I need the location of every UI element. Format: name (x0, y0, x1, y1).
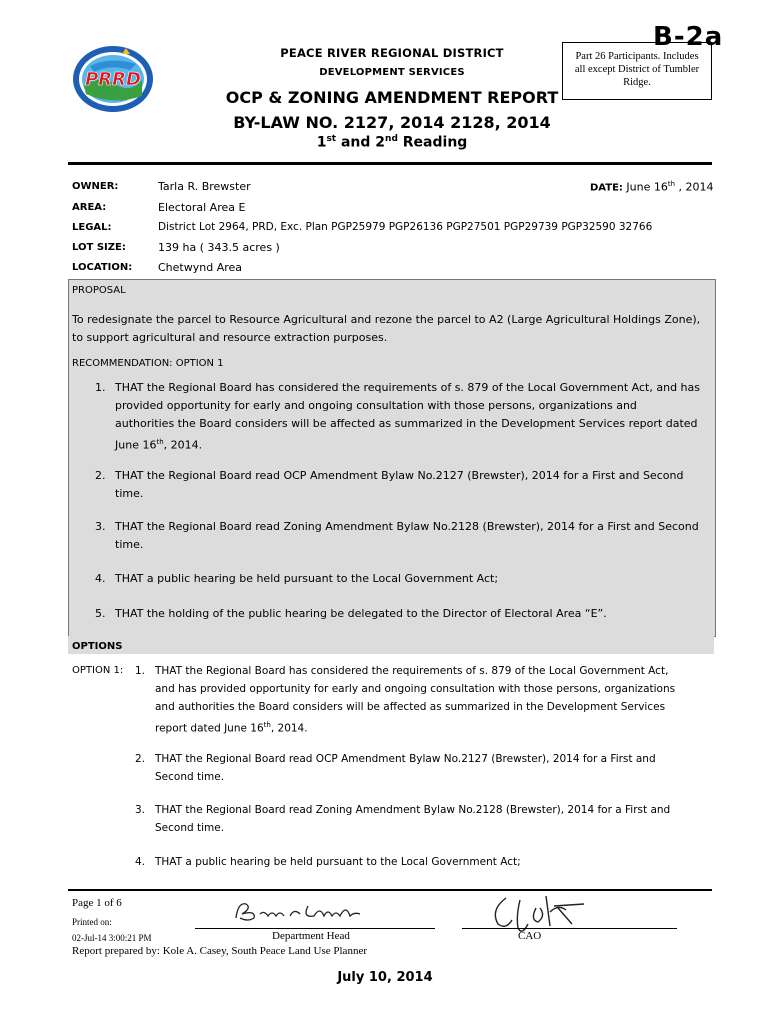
location-label: LOCATION: (72, 262, 133, 273)
owner-label: OWNER: (72, 181, 119, 192)
department-head-signature (228, 896, 368, 926)
item-line: June 16 (115, 438, 157, 452)
item-line: THAT the holding of the public hearing be delegated to the Director of Electoral Area “E”. (115, 607, 607, 620)
svg-text:PRRD: PRRD (85, 69, 141, 90)
item-sup: th (156, 438, 164, 446)
item-number: 3. (135, 804, 146, 816)
item-sup: th (263, 721, 271, 729)
reading-first: 1 (316, 134, 327, 151)
report-date (590, 180, 714, 194)
option-1-label: OPTION 1: (72, 665, 124, 676)
document-code: B-2a (653, 22, 724, 52)
cao-label: CAO (518, 930, 542, 942)
owner-value: Tarla R. Brewster (158, 180, 251, 193)
recommendation-item (95, 467, 715, 503)
legal-value: District Lot 2964, PRD, Exc. Plan PGP25979 PGP26136 PGP27501 PGP29739 PGP32590 32766 (158, 221, 653, 233)
reading-sup-st: st (326, 134, 337, 144)
printed-value: 02-Jul-14 3:00:21 PM (72, 933, 152, 943)
item-line: THAT a public hearing be held pursuant to the Local Government Act; (115, 572, 499, 585)
proposal-line-2: to support agricultural and resource extraction purposes. (72, 331, 388, 344)
proposal-heading: PROPOSAL (72, 285, 126, 296)
date-value: June 16 (626, 180, 668, 194)
item-number: 4. (95, 572, 106, 585)
org-name: PEACE RIVER REGIONAL DISTRICT (280, 46, 504, 60)
footer-divider (68, 889, 712, 891)
date-label: DATE: (590, 182, 623, 194)
prepared-by: Report prepared by: Kole A. Casey, South Peace Land Use Planner (72, 945, 367, 957)
item-number: 5. (95, 607, 106, 620)
department-head-label: Department Head (272, 930, 350, 942)
proposal-line-1: To redesignate the parcel to Resource Agricultural and rezone the parcel to A2 (Large Agricultural Holdings Zone), (72, 313, 701, 326)
lot-size-value: 139 ha ( 343.5 acres ) (158, 241, 280, 254)
department-head-line (195, 928, 435, 929)
reading-line (0, 134, 770, 151)
item-line: report dated June 16 (155, 722, 264, 735)
options-heading: OPTIONS (72, 641, 123, 652)
recommendation-item (95, 570, 715, 588)
recommendation-heading: RECOMMENDATION: OPTION 1 (72, 358, 224, 369)
item-line: THAT the Regional Board read OCP Amendment Bylaw No.2127 (Brewster), 2014 for a First and Second (115, 469, 684, 482)
reading-sup-nd: nd (385, 134, 398, 144)
item-line: and authorities the Board considers will be affected as summarized in the Development Services (155, 701, 666, 713)
recommendation-item (95, 379, 715, 455)
recommendation-item (95, 518, 715, 554)
lot-size-label: LOT SIZE: (72, 242, 126, 253)
option-item (135, 750, 720, 786)
reading-end: Reading (397, 134, 468, 151)
date-year: , 2014 (675, 180, 714, 194)
option-item (135, 801, 720, 837)
proposal-text (72, 311, 712, 347)
department-name: DEVELOPMENT SERVICES (319, 67, 465, 78)
item-number: 1. (95, 381, 106, 394)
recommendation-item (95, 605, 715, 623)
item-line: provided opportunity for early and ongoing consultation with those persons, organizations and (115, 399, 637, 412)
cao-line (462, 928, 677, 929)
page-number: Page 1 of 6 (72, 897, 122, 909)
report-title: OCP & ZONING AMENDMENT REPORT (225, 88, 559, 107)
item-line: THAT the Regional Board read Zoning Amendment Bylaw No.2128 (Brewster), 2014 for a First and (155, 804, 671, 816)
reading-and: and 2 (336, 134, 386, 151)
item-number: 2. (135, 753, 146, 765)
item-number: 4. (135, 856, 146, 868)
item-line: THAT a public hearing be held pursuant to the Local Government Act; (155, 856, 521, 868)
area-label: AREA: (72, 202, 107, 213)
area-value: Electoral Area E (158, 201, 246, 214)
participants-note: Part 26 Participants. Includes all except District of Tumbler Ridge. (574, 51, 700, 88)
header-divider (68, 162, 712, 165)
item-line: authorities the Board considers will be affected as summarized in the Development Services report dated (115, 417, 698, 430)
footer-date: July 10, 2014 (337, 970, 433, 985)
option-item (135, 662, 720, 738)
item-line: THAT the Regional Board read OCP Amendment Bylaw No.2127 (Brewster), 2014 for a First and (155, 753, 656, 765)
item-line: Second time. (155, 771, 225, 783)
bylaw-number: BY-LAW NO. 2127, 2014 2128, 2014 (233, 113, 551, 132)
options-heading-bar (68, 636, 714, 654)
printed-label: Printed on: (72, 917, 112, 927)
legal-label: LEGAL: (72, 222, 112, 233)
item-line: THAT the Regional Board read Zoning Amendment Bylaw No.2128 (Brewster), 2014 for a First and Second (115, 520, 699, 533)
item-number: 3. (95, 520, 106, 533)
item-line: time. (115, 487, 144, 500)
item-number: 1. (135, 665, 146, 677)
item-line: THAT the Regional Board has considered the requirements of s. 879 of the Local Government Act, and has (115, 381, 700, 394)
item-line: Second time. (155, 822, 225, 834)
location-value: Chetwynd Area (158, 261, 243, 274)
item-line: and has provided opportunity for early and ongoing consultation with those persons, organizations (155, 683, 676, 695)
item-line: , 2014. (270, 722, 308, 735)
date-sup: th (667, 180, 676, 188)
item-line: THAT the Regional Board has considered the requirements of s. 879 of the Local Government Act, (155, 665, 669, 677)
item-line: , 2014. (163, 438, 203, 452)
item-line: time. (115, 538, 144, 551)
item-number: 2. (95, 469, 106, 482)
option-item (135, 853, 720, 871)
